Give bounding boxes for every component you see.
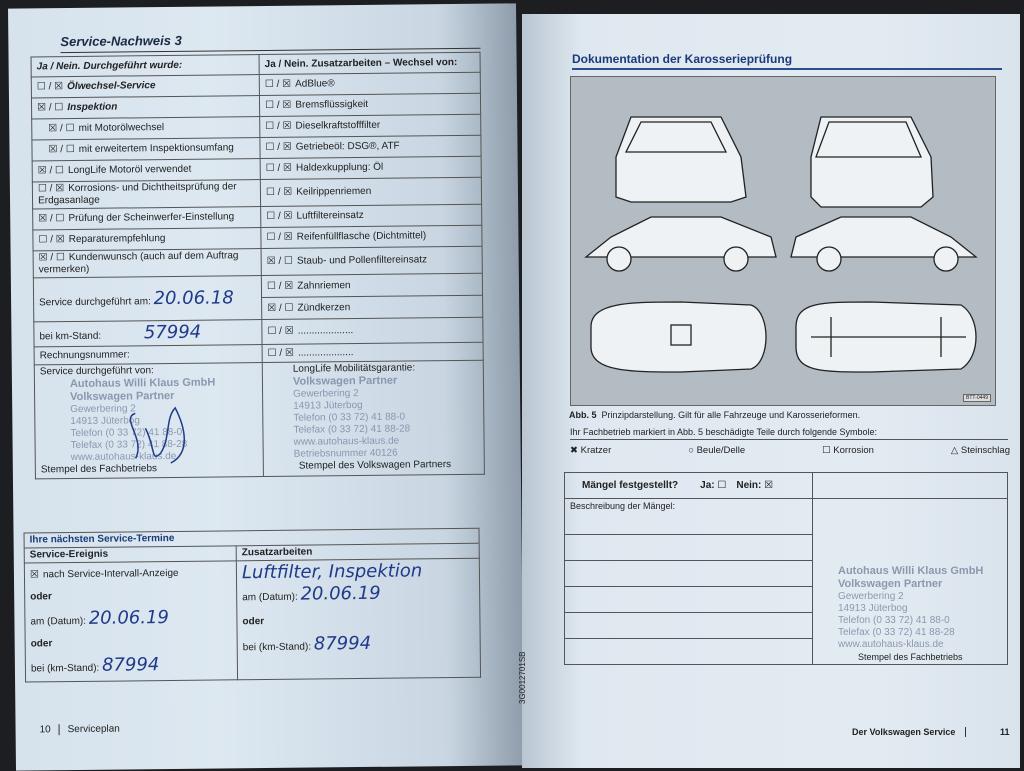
label: am (Datum):	[30, 615, 87, 628]
extra-row	[261, 273, 482, 297]
extra-task-cell	[260, 135, 481, 158]
section-name: Serviceplan	[67, 723, 120, 736]
checkbox[interactable]: ☐ / ☒	[38, 234, 65, 246]
stamp-cell	[813, 499, 1008, 665]
vw-stamp-cell	[262, 360, 484, 476]
task-cell	[33, 249, 261, 278]
label: Zündkerzen	[297, 301, 351, 314]
extra-task-label: AdBlue®	[295, 78, 335, 90]
defects-question-cell	[565, 473, 813, 499]
symbol-icon: ✖	[570, 445, 578, 456]
service-date-cell	[33, 276, 261, 322]
extra-cell	[236, 558, 480, 680]
task-label: Kundenwunsch (auch auf dem Auftrag vermerken)	[38, 250, 239, 276]
car-front-view	[811, 117, 933, 207]
label: bei km-Stand:	[39, 330, 102, 343]
checkbox[interactable]: ☐ / ☒	[266, 210, 293, 222]
task-label: Korrosions- und Dichtheitsprüfung der Erdgasanlage	[37, 181, 237, 207]
left-page	[8, 3, 524, 770]
extra-task-cell	[261, 246, 482, 275]
defects-description-label: Beschreibung der Mängel:	[565, 499, 813, 535]
task-label: Inspektion	[67, 101, 118, 114]
signature	[115, 398, 196, 469]
page-title: Dokumentation der Karosserieprüfung	[572, 52, 793, 66]
extra-task-label: Getriebeöl: DSG®, ATF	[295, 140, 400, 153]
checkbox[interactable]: ☒	[29, 569, 39, 581]
yes-checkbox[interactable]: ☐	[717, 479, 727, 491]
next-date: 20.06.19	[88, 607, 170, 629]
symbol-label: Kratzer	[580, 445, 612, 456]
extra-task-cell	[260, 114, 481, 137]
col-header: Ja / Nein. Zusatzarbeiten – Wechsel von:	[259, 52, 480, 74]
dealer-stamp: Autohaus Willi Klaus GmbH Volkswagen Partner Gewerbering 2 14913 Jüterbog Telefon (0 33 72) 41 88-0 Telefax (0 33 72) 41 88-28 www.autohaus-klaus.de	[69, 376, 216, 464]
figure-code: BTT-0449	[963, 394, 991, 402]
page-number: 10	[40, 724, 60, 735]
extra-task-cell	[260, 156, 481, 179]
extra-task-cell	[261, 225, 482, 248]
event-cell	[24, 561, 237, 682]
symbol-legend-item	[688, 445, 745, 457]
checkbox[interactable]: ☐ / ☒	[264, 78, 292, 90]
task-label: LongLife Motoröl verwendet	[67, 163, 192, 177]
label: Service durchgeführt am:	[39, 295, 151, 308]
extra-task-label: Dieselkraftstofffilter	[295, 119, 381, 132]
extra-task-label: Luftfiltereinsatz	[296, 209, 364, 222]
col-header: Service-Ereignis	[24, 546, 236, 563]
next-service-table	[24, 528, 482, 683]
document-code: 3G0012701SB	[518, 651, 527, 704]
extra-work: Luftfilter, Inspektion	[241, 560, 423, 584]
task-cell	[31, 75, 259, 98]
checkbox[interactable]: ☐ / ☒	[264, 99, 292, 111]
extra-row	[262, 317, 483, 344]
checkbox[interactable]: ☒ / ☐	[37, 165, 65, 177]
symbol-icon: ○	[688, 445, 694, 456]
col-header: Ja / Nein. Durchgeführt wurde:	[31, 55, 259, 77]
label: ....................	[297, 346, 354, 359]
dealer-stamp: Autohaus Willi Klaus GmbH Volkswagen Partner Gewerbering 2 14913 Jüterbog Telefon (0 33 72) 41 88-0 Telefax (0 33 72) 41 88-28 www.autohaus-klaus.de	[838, 565, 984, 650]
dealer-stamp: Volkswagen Partner Gewerbering 2 14913 Jüterbog Telefon (0 33 72) 41 88-0 Telefax (0 33 72) 41 88-28 www.autohaus-klaus.de Betriebsnummer 40126	[292, 374, 411, 460]
checkbox[interactable]: ☐ / ☒	[266, 231, 293, 243]
no-checkbox[interactable]: ☒	[764, 479, 774, 491]
extra-km: 87994	[313, 632, 372, 655]
divider	[572, 68, 1002, 70]
defect-line[interactable]	[565, 613, 813, 639]
km-cell	[34, 320, 262, 347]
car-underbody-view	[796, 302, 976, 372]
extra-task-cell	[260, 177, 481, 206]
checkbox[interactable]: ☒ / ☐	[38, 252, 65, 264]
extra-task-cell	[259, 93, 480, 116]
symbol-label: Korrosion	[833, 445, 874, 456]
car-sketches	[571, 77, 997, 407]
symbol-icon: △	[950, 445, 959, 456]
page-title: Service-Nachweis 3	[60, 32, 182, 50]
next-km: 87994	[101, 654, 160, 676]
extra-task-label: Haldexkupplung: Öl	[295, 161, 384, 174]
checkbox[interactable]: ☐ / ☒	[265, 120, 292, 132]
label: Mängel festgestellt?	[582, 479, 679, 491]
checkbox[interactable]: ☒ / ☐	[37, 102, 64, 114]
checkbox[interactable]: ☒ / ☐	[48, 122, 75, 135]
checkbox[interactable]: ☐ / ☒	[265, 141, 292, 153]
extra-task-label: Reifenfüllflasche (Dichtmittel)	[296, 230, 427, 243]
right-page	[518, 14, 1020, 768]
label: LongLife Mobilitätsgarantie:	[292, 362, 416, 375]
symbol-icon: ☐	[822, 445, 831, 456]
page-number: 11	[1000, 727, 1010, 737]
label: oder	[30, 638, 53, 650]
car-rear-view	[616, 117, 746, 202]
label: Nein:	[736, 479, 762, 491]
car-side-right	[791, 217, 976, 271]
checkbox[interactable]: ☐ / ☒	[267, 325, 294, 337]
service-table	[31, 52, 485, 480]
label: Service durchgeführt von:	[39, 365, 154, 378]
task-cell	[32, 159, 260, 182]
label: oder	[30, 591, 52, 603]
col-header: Zusatzarbeiten	[236, 543, 479, 561]
task-label: Reparaturempfehlung	[68, 233, 166, 246]
extra-date: 20.06.19	[300, 582, 381, 605]
task-label: Prüfung der Scheinwerfer-Einstellung	[68, 211, 235, 225]
checkbox[interactable]: ☐ / ☒	[265, 186, 293, 198]
car-top-view	[591, 302, 766, 372]
section-title: Ihre nächsten Service-Termine	[24, 528, 479, 548]
symbol-label: Beule/Delle	[696, 445, 746, 456]
car-diagram	[570, 76, 996, 406]
checkbox[interactable]: ☐ / ☒	[266, 280, 294, 292]
label: Zahnriemen	[297, 279, 351, 292]
label: nach Service-Intervall-Anzeige	[42, 567, 179, 581]
task-cell	[33, 228, 261, 251]
checkbox[interactable]: ☒ / ☐	[48, 143, 75, 156]
extra-task-cell	[261, 204, 482, 227]
stamp-label: Stempel des Fachbetriebs	[40, 463, 158, 476]
label: bei (km-Stand):	[242, 641, 312, 654]
extra-task-cell	[259, 72, 480, 95]
figure-caption: Abb. 5 Prinzipdarstellung. Gilt für alle Fahrzeuge und Karosserieformen.	[569, 410, 861, 420]
label: Ja:	[700, 479, 715, 491]
task-cell	[32, 180, 260, 209]
defect-line[interactable]	[565, 587, 813, 613]
symbol-legend-item	[951, 445, 1010, 457]
defect-line[interactable]	[565, 561, 813, 587]
defects-table	[564, 472, 1008, 665]
symbol-legend-item	[822, 445, 874, 457]
symbol-legend-item	[570, 445, 611, 457]
label: ....................	[297, 325, 354, 337]
checkbox[interactable]: ☐ / ☒	[267, 347, 294, 359]
stamp-cell	[34, 363, 263, 479]
empty-cell	[813, 473, 1008, 499]
task-label: mit Motorölwechsel	[78, 122, 165, 134]
task-cell	[33, 207, 261, 230]
label: am (Datum):	[242, 591, 298, 604]
stamp-label: Stempel des Fachbetriebs	[858, 652, 963, 662]
task-label: Ölwechsel-Service	[67, 80, 156, 93]
invoice-label: Rechnungsnummer:	[34, 345, 262, 365]
checkbox[interactable]: ☒ / ☐	[267, 302, 294, 314]
checkbox[interactable]: ☐ / ☒	[37, 183, 65, 195]
extra-task-label: Bremsflüssigkeit	[295, 98, 369, 111]
defect-line[interactable]	[565, 535, 813, 561]
label: bei (km-Stand):	[30, 662, 100, 675]
checkbox[interactable]: ☐ / ☒	[36, 81, 64, 93]
defect-line[interactable]	[565, 639, 813, 665]
footer-title: Der Volkswagen Service	[852, 727, 966, 737]
extra-task-label: Keilrippenriemen	[296, 185, 372, 198]
checkbox[interactable]: ☒ / ☐	[38, 213, 65, 225]
extra-task-label: Staub- und Pollenfiltereinsatz	[296, 254, 428, 267]
checkbox[interactable]: ☐ / ☒	[265, 162, 293, 174]
car-side-left	[586, 217, 776, 271]
task-cell	[31, 96, 259, 119]
km-value: 57994	[143, 321, 202, 344]
extra-row	[262, 342, 483, 362]
label: oder	[242, 616, 265, 628]
checkbox[interactable]: ☒ / ☐	[266, 255, 294, 267]
extra-row	[262, 295, 483, 319]
symbol-label: Steinschlag	[960, 445, 1010, 456]
service-date: 20.06.18	[153, 286, 234, 309]
symbol-legend	[570, 445, 1010, 457]
task-cell	[32, 117, 260, 140]
instruction: Ihr Fachbetrieb markiert in Abb. 5 beschädigte Teile durch folgende Symbole:	[570, 427, 1008, 440]
stamp-label: Stempel des Volkswagen Partners	[298, 459, 452, 472]
task-cell	[32, 138, 260, 161]
task-label: mit erweitertem Inspektionsumfang	[78, 142, 234, 155]
